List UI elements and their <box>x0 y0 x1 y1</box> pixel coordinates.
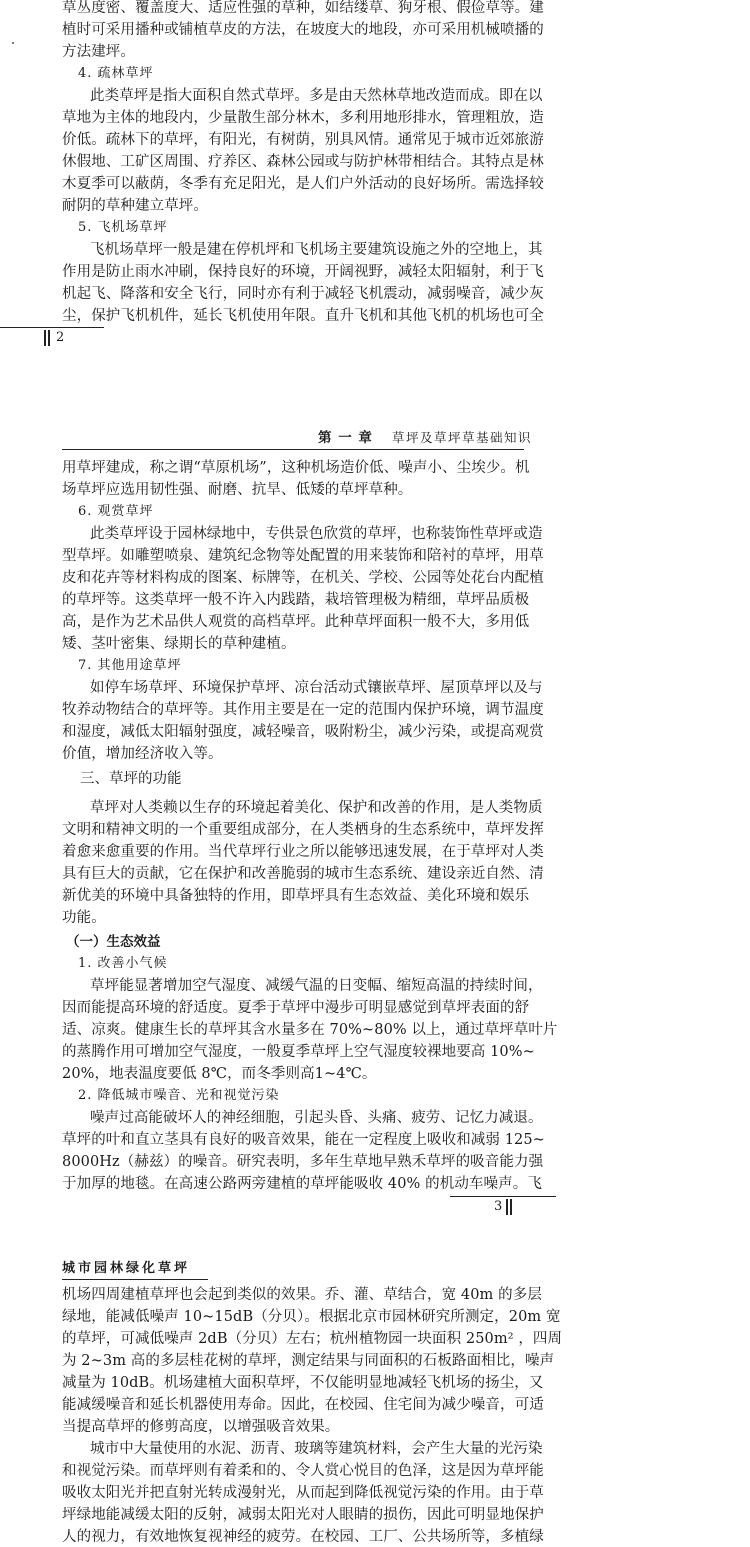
text-line: 吸收太阳光并把直射光转成漫射光，从而起到降低视觉污染的作用。由于草 <box>62 1485 544 1501</box>
subheading-5: 5. 飞机场草坪 <box>78 220 168 235</box>
text-line: 高，是作为艺术品供人观赏的高档草坪。此种草坪面积一般不大，多用低 <box>62 614 530 630</box>
page-3 <box>0 372 750 1227</box>
text-line: 植时可采用播种或铺植草皮的方法，在坡度大的地段，亦可采用机械喷播的 <box>62 22 544 38</box>
page-number: 2 <box>56 330 65 345</box>
text-line: 草坪能显著增加空气湿度、减缓气温的日变幅、缩短高温的持续时间， <box>90 978 543 994</box>
footer-bar <box>48 330 50 346</box>
text-line: 型草坪。如雕塑喷泉、建筑纪念物等处配置的用来装饰和陪衬的草坪，用草 <box>62 548 544 564</box>
text-line: 的草坪，可减低噪声 2dB（分贝）左右；杭州植物园一块面积 250m² ，四周 <box>62 1331 563 1347</box>
text-line: 机起飞、降落和安全飞行，同时亦有利于减轻飞机震动，减弱噪音，减少灰 <box>62 286 544 302</box>
text-line: 作用是防止雨水冲刷，保持良好的环境，开阔视野，减轻太阳辐射，利于飞 <box>62 264 544 280</box>
text-line: 草坪对人类赖以生存的环境起着美化、保护和改善的作用，是人类物质 <box>90 800 543 816</box>
text-line: 着愈来愈重要的作用。当代草坪行业之所以能够迅速发展，在于草坪对人类 <box>62 844 544 860</box>
text-line: 和视觉污染。而草坪则有着柔和的、令人赏心悦目的色泽，这是因为草坪能 <box>62 1463 544 1479</box>
footer-bar <box>510 1199 512 1215</box>
text-line: 价值，增加经济收入等。 <box>62 746 223 762</box>
text-line: 草坪的叶和直立茎具有良好的吸音效果，能在一定程度上吸收和减弱 125~ <box>62 1132 545 1148</box>
text-line: 功能。 <box>62 910 106 926</box>
footer-bar <box>44 330 46 346</box>
text-line: 和湿度，减低太阳辐射强度，减轻噪音，吸附粉尘，减少污染，或提高观赏 <box>62 724 544 740</box>
page-2 <box>0 0 750 372</box>
page-number: 3 <box>494 1199 503 1214</box>
text-line: 新优美的环境中具备独特的作用，即草坪具有生态效益、美化环境和娱乐 <box>62 888 530 904</box>
header-rule <box>62 1279 208 1280</box>
text-line: 耐阴的草种建立草坪。 <box>62 198 208 214</box>
subheading-1: 1. 改善小气候 <box>78 956 168 971</box>
text-line: 文明和精神文明的一个重要组成部分，在人类栖身的生态系统中，草坪发挥 <box>62 822 544 838</box>
subheading-6: 6. 观赏草坪 <box>78 504 154 519</box>
text-line: 价低。疏林下的草坪，有阳光，有树荫，别具风情。通常见于城市近郊旅游 <box>62 132 544 148</box>
text-line: 绿地，能减低噪声 10~15dB（分贝）。根据北京市园林研究所测定，20m 宽 <box>62 1309 561 1325</box>
text-line: 如停车场草坪、环境保护草坪、凉台活动式镶嵌草坪、屋顶草坪以及与 <box>90 680 543 696</box>
text-line: 矮、茎叶密集、绿期长的草种建植。 <box>62 636 296 652</box>
text-line: 此类草坪设于园林绿地中，专供景色欣赏的草坪，也称装饰性草坪或造 <box>90 526 543 542</box>
text-line: 尘，保护飞机机件，延长飞机使用年限。直升飞机和其他飞机的机场也可全 <box>62 308 544 324</box>
text-line: 草丛度密、覆盖度大、适应性强的草种，如结缕草、狗牙根、假俭草等。建 <box>62 0 544 16</box>
text-line: 于加厚的地毯。在高速公路两旁建植的草坪能吸收 40% 的机动车噪声。飞 <box>62 1176 542 1192</box>
subheading-2: 2. 降低城市噪音、光和视觉污染 <box>78 1088 280 1103</box>
text-line: 的蒸腾作用可增加空气湿度，一般夏季草坪上空气湿度较裸地要高 10%~ <box>62 1044 535 1060</box>
text-line: 飞机场草坪一般是建在停机坪和飞机场主要建筑设施之外的空地上，其 <box>90 242 543 258</box>
scan-speck <box>12 42 14 44</box>
section-heading: 三、草坪的功能 <box>80 771 182 787</box>
text-line: 能减缓噪音和延长机器使用寿命。因此，在校园、住宅间为减少噪音，可适 <box>62 1397 544 1413</box>
text-line: 为 2~3m 高的多层桂花树的草坪，测定结果与同面积的石板路面相比，噪声 <box>62 1353 555 1369</box>
text-line: 城市中大量使用的水泥、沥青、玻璃等建筑材料，会产生大量的光污染 <box>90 1441 543 1457</box>
footer-rule <box>450 1196 556 1197</box>
text-line: 用草坪建成，称之谓“草原机场”，这种机场造价低、噪声小、尘埃少。机 <box>62 460 530 476</box>
text-line: 具有巨大的贡献，它在保护和改善脆弱的城市生态系统、建设亲近自然、清 <box>62 866 544 882</box>
running-header: 城市园林绿化草坪 <box>62 1261 191 1276</box>
text-line: 牧养动物结合的草坪等。其作用主要是在一定的范围内保护环境，调节温度 <box>62 702 544 718</box>
footer-bar <box>506 1199 508 1215</box>
text-line: 8000Hz（赫兹）的噪音。研究表明，多年生草地早熟禾草坪的吸音能力强 <box>62 1154 544 1170</box>
text-line: 此类草坪是指大面积自然式草坪。多是由天然林草地改造而成。即在以 <box>90 88 543 104</box>
header-title: 草坪及草坪草基础知识 <box>392 430 533 445</box>
text-line: 噪声过高能破坏人的神经细胞，引起头昏、头痛、疲劳、记忆力减退。 <box>90 1110 543 1126</box>
text-line: 的草坪等。这类草坪一般不许入内践踏，栽培管理极为精细，草坪品质极 <box>62 592 530 608</box>
text-line: 减量为 10dB。机场建植大面积草坪，不仅能明显地减轻飞机场的扬尘，又 <box>62 1375 544 1391</box>
text-line: 草地为主体的地段内，少量散生部分林木，多利用地形排水，管理粗放，造 <box>62 110 544 126</box>
text-line: 方法建坪。 <box>62 44 135 60</box>
text-line: 坪绿地能减缓太阳的反射，减弱太阳光对人眼睛的损伤，因此可明显地保护 <box>62 1507 544 1523</box>
header-chapter: 第 一 章 <box>318 430 373 446</box>
text-line: 当提高草坪的修剪高度，以增强吸音效果。 <box>62 1419 340 1435</box>
header-rule <box>62 449 524 450</box>
text-line: 休假地、工矿区周围、疗养区、森林公园或与防护林带相结合。其特点是林 <box>62 154 544 170</box>
subheading-7: 7. 其他用途草坪 <box>78 658 182 673</box>
text-line: 人的视力，有效地恢复视神经的疲劳。在校园、工厂、公共场所等，多植绿 <box>62 1529 544 1545</box>
text-line: 木夏季可以蔽荫，冬季有充足阳光，是人们户外活动的良好场所。需选择较 <box>62 176 544 192</box>
text-line: 因而能提高环境的舒适度。夏季于草坪中漫步可明显感觉到草坪表面的舒 <box>62 1000 530 1016</box>
text-line: 机场四周建植草坪也会起到类似的效果。乔、灌、草结合，宽 40m 的多层 <box>62 1287 542 1303</box>
text-line: 适、凉爽。健康生长的草坪其含水量多在 70%~80% 以上，通过草坪草叶片 <box>62 1022 558 1038</box>
text-line: 皮和花卉等材料构成的图案、标牌等，在机关、学校、公园等处花台内配植 <box>62 570 544 586</box>
page-4 <box>0 1227 750 1546</box>
text-line: 20%，地表温度要低 8℃，而冬季则高1~4℃。 <box>62 1066 377 1082</box>
footer-rule <box>0 327 104 328</box>
text-line: 场草坪应选用韧性强、耐磨、抗旱、低矮的草坪草种。 <box>62 482 413 498</box>
subheading-4: 4. 疏林草坪 <box>78 66 154 81</box>
heading-ecological-benefits: （一）生态效益 <box>66 934 161 950</box>
